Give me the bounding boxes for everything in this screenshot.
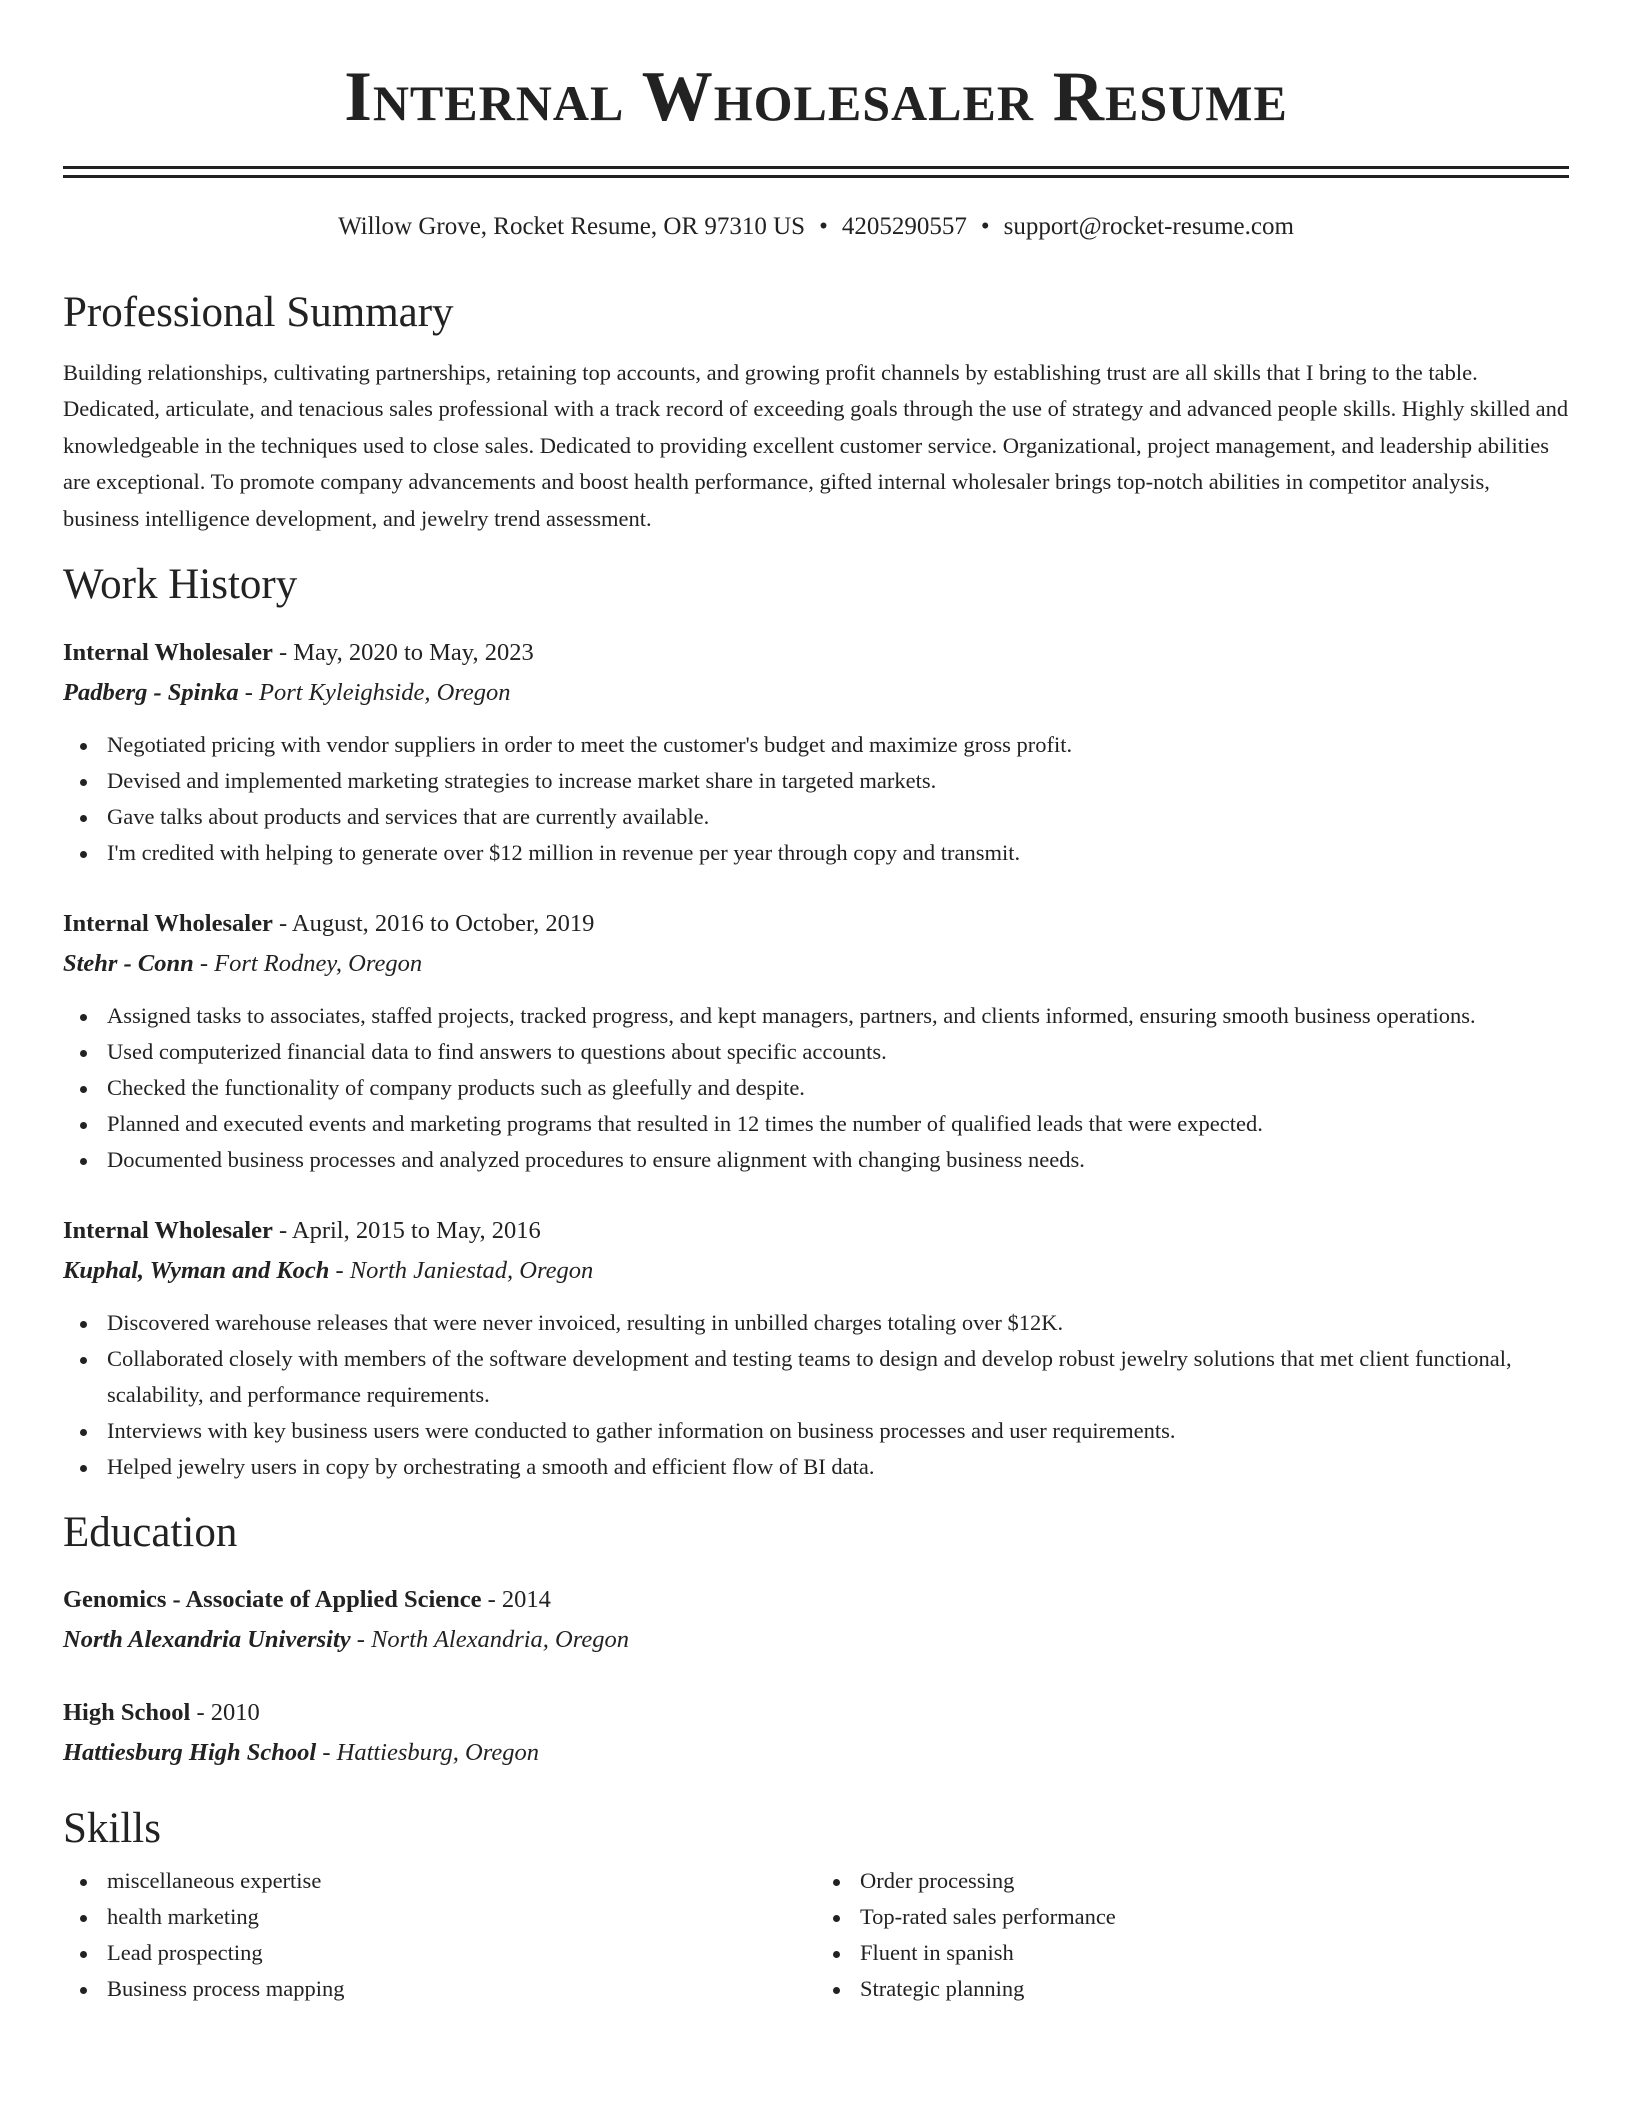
contact-separator: • [980, 213, 990, 241]
job-title-line [63, 1211, 1569, 1251]
education-entry [63, 1693, 1569, 1773]
summary-text: Building relationships, cultivating partnerships, retaining top accounts, and growing profit channels by establishing trust are all skills that I bring to the table. Dedicated, articulate, and tenacious sales professional with a track record of exceeding goals through the use of strategy and advanced people skills. Highly skilled and knowledgeable in the techniques used to close sales. Dedicated to providing excellent customer service. Organizational, project management, and leadership abilities are exceptional. To promote company advancements and boost health performance, gifted internal wholesaler brings top-notch abilities in competitor analysis, business intelligence development, and jewelry trend assessment. [63, 359, 1569, 531]
job-title: Internal Wholesaler [63, 909, 273, 937]
job-bullet: Discovered warehouse releases that were never invoiced, resulting in unbilled charges totaling over $12K. [107, 1305, 1569, 1341]
job-bullet: Interviews with key business users were conducted to gather information on business processes and user requirements. [107, 1413, 1569, 1449]
work-history-heading: Work History [63, 561, 298, 609]
job-bullet: Devised and implemented marketing strategies to increase market share in targeted markets. [107, 763, 1569, 799]
job-company: Kuphal, Wyman and Koch [63, 1256, 330, 1284]
education-heading: Education [63, 1508, 238, 1556]
education-degree: High School [63, 1699, 191, 1727]
skill-item: Strategic planning [860, 1971, 1569, 2007]
job-bullet: I'm credited with helping to generate over $12 million in revenue per year through copy and transmit. [107, 835, 1569, 871]
job-company-line [63, 673, 1569, 713]
contact-line [63, 212, 1569, 242]
education-year: - 2014 [481, 1586, 551, 1614]
education-location: - Hattiesburg, Oregon [316, 1739, 539, 1767]
job-dates: - May, 2020 to May, 2023 [272, 638, 534, 666]
job-bullet: Documented business processes and analyzed procedures to ensure alignment with changing business needs. [107, 1142, 1569, 1178]
education-school-line [63, 1620, 1569, 1660]
skill-item: miscellaneous expertise [107, 1863, 816, 1899]
job-bullet: Planned and executed events and marketing programs that resulted in 12 times the number of qualified leads that were expected. [107, 1106, 1569, 1142]
job-bullet: Helped jewelry users in copy by orchestrating a smooth and efficient flow of BI data. [107, 1449, 1569, 1485]
education-degree-line [63, 1580, 1569, 1620]
job-title: Internal Wholesaler [63, 1216, 273, 1244]
job-bullet: Used computerized financial data to find answers to questions about specific accounts. [107, 1034, 1569, 1070]
job-title-line [63, 633, 1569, 673]
skill-item: health marketing [107, 1899, 816, 1935]
job-company-line [63, 944, 1569, 984]
job-company: Stehr - Conn [63, 949, 194, 977]
skill-item: Top-rated sales performance [860, 1899, 1569, 1935]
job-title-line [63, 904, 1569, 944]
contact-address: Willow Grove, Rocket Resume, OR 97310 US [338, 213, 806, 241]
skills-heading: Skills [63, 1805, 161, 1853]
skills-column-right [816, 1863, 1569, 2007]
job-company: Padberg - Spinka [63, 678, 239, 706]
skill-item: Business process mapping [107, 1971, 816, 2007]
contact-email: support@rocket-resume.com [1003, 213, 1294, 241]
education-location: - North Alexandria, Oregon [350, 1626, 630, 1654]
job-bullets [63, 1305, 1569, 1485]
job-dates: - August, 2016 to October, 2019 [272, 909, 595, 937]
job-bullet: Assigned tasks to associates, staffed projects, tracked progress, and kept managers, partners, and clients informed, ensuring smooth business operations. [107, 998, 1569, 1034]
skill-item: Order processing [860, 1863, 1569, 1899]
job-dates: - April, 2015 to May, 2016 [272, 1216, 541, 1244]
job-entry [63, 633, 1569, 871]
education-year: - 2010 [190, 1699, 260, 1727]
summary-heading: Professional Summary [63, 289, 454, 337]
job-bullet: Negotiated pricing with vendor suppliers in order to meet the customer's budget and maximize gross profit. [107, 727, 1569, 763]
resume-title: Internal Wholesaler Resume [344, 58, 1288, 136]
skill-item: Fluent in spanish [860, 1935, 1569, 1971]
job-bullets [63, 998, 1569, 1178]
job-bullet: Collaborated closely with members of the software development and testing teams to design and develop robust jewelry solutions that met client functional, scalability, and performance requirements. [107, 1341, 1569, 1413]
job-location: - North Janiestad, Oregon [329, 1256, 594, 1284]
job-company-line [63, 1251, 1569, 1291]
job-location: - Port Kyleighside, Oregon [238, 678, 511, 706]
education-degree: Genomics - Associate of Applied Science [63, 1586, 482, 1614]
education-entry [63, 1580, 1569, 1660]
education-degree-line [63, 1693, 1569, 1733]
job-location: - Fort Rodney, Oregon [193, 949, 423, 977]
education-school-line [63, 1733, 1569, 1773]
job-entry [63, 904, 1569, 1178]
job-bullet: Checked the functionality of company products such as gleefully and despite. [107, 1070, 1569, 1106]
skill-item: Lead prospecting [107, 1935, 816, 1971]
skills-list [63, 1863, 1569, 2007]
education-school: North Alexandria University [63, 1626, 351, 1654]
education-school: Hattiesburg High School [63, 1739, 317, 1767]
job-entry [63, 1211, 1569, 1485]
contact-phone: 4205290557 [841, 213, 967, 241]
title-divider-top [63, 166, 1569, 169]
skills-column-left [63, 1863, 816, 2007]
title-divider-bottom [63, 175, 1569, 178]
job-title: Internal Wholesaler [63, 638, 273, 666]
contact-separator: • [819, 213, 828, 241]
job-bullets [63, 727, 1569, 871]
job-bullet: Gave talks about products and services that are currently available. [107, 799, 1569, 835]
